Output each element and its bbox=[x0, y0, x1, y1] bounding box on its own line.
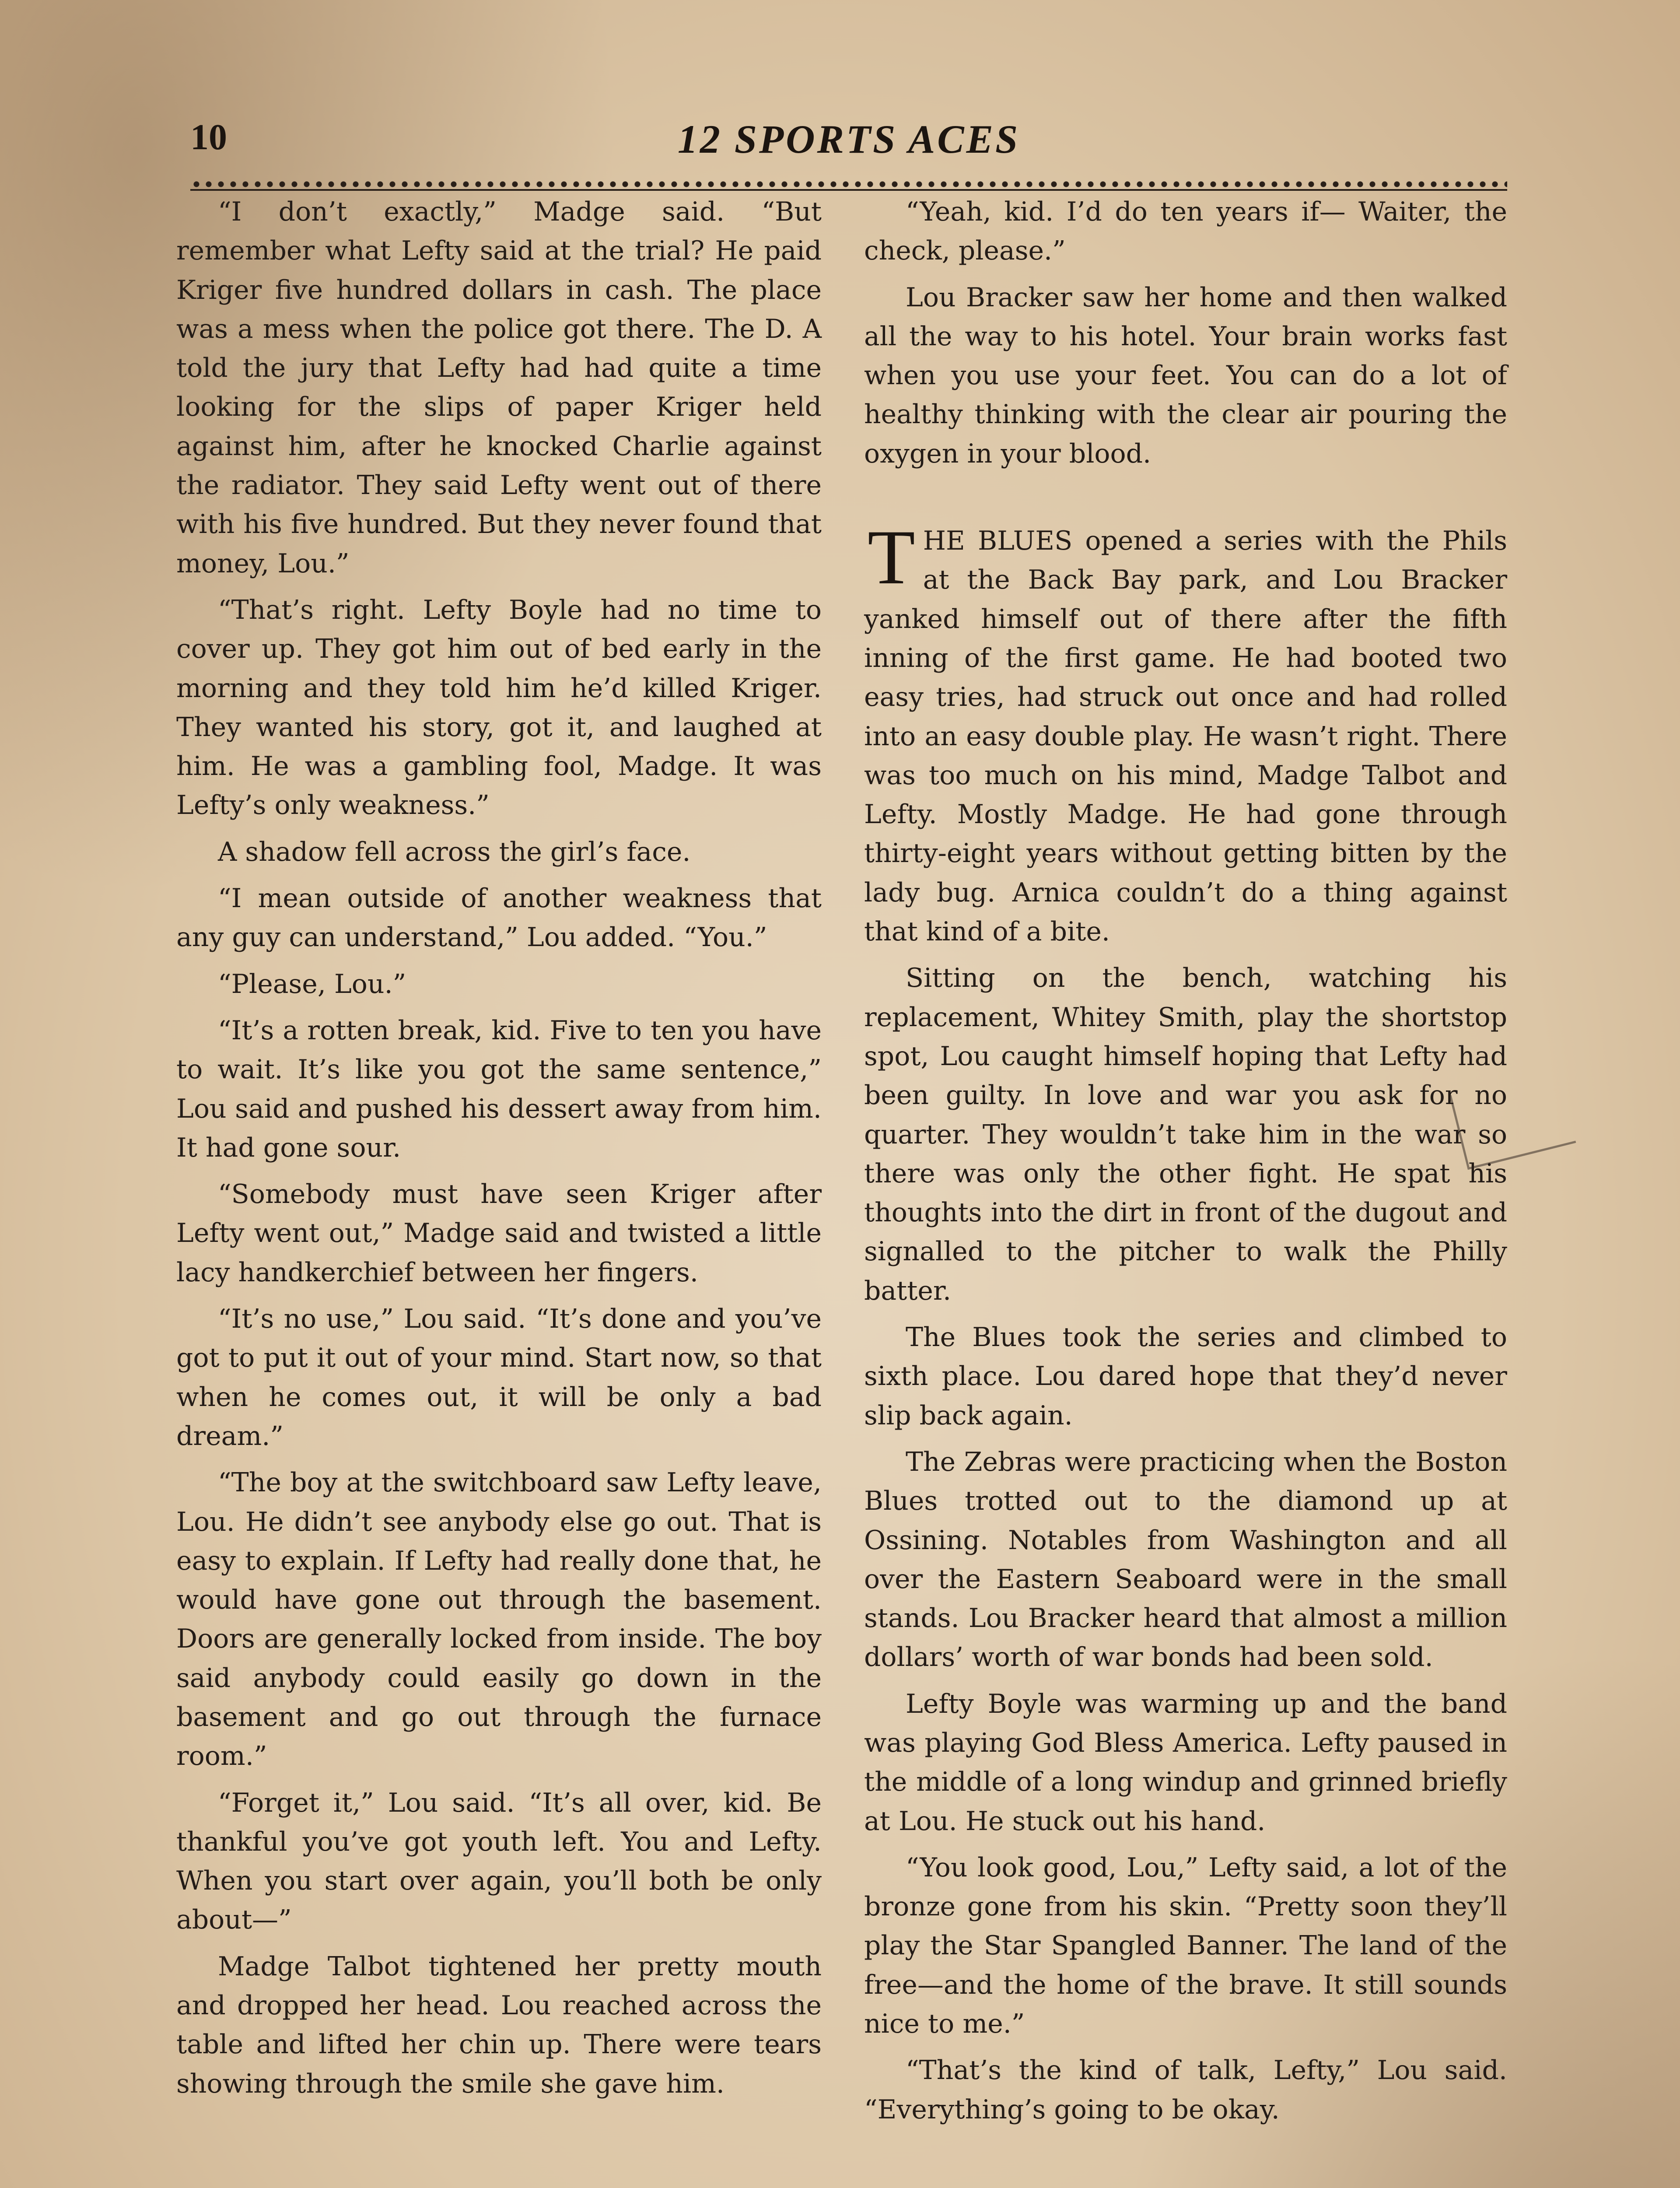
section-opening-paragraph bbox=[864, 514, 1507, 951]
paragraph: Madge Talbot tightened her pretty mouth and dropped her head. Lou reached across the table and lifted her chin up. There were tears showing through the smile she gave him. bbox=[176, 1951, 822, 2099]
paragraph: The Blues took the series and climbed to sixth place. Lou dared hope that they’d never slip back again. bbox=[864, 1322, 1507, 1431]
magazine-title: 12 SPORTS ACES bbox=[677, 117, 1020, 161]
paragraph: “Somebody must have seen Kriger after Lefty went out,” Madge said and twisted a little lacy handkerchief between her fingers. bbox=[176, 1179, 822, 1288]
page-header bbox=[190, 116, 1507, 168]
paragraph: Sitting on the bench, watching his replacement, Whitey Smith, play the shortstop spot, Lou caught himself hoping that Lefty had been guilty. In love and war you ask for no quarter. They wouldn’t take him in the war so there was only the other fight. He spat his thoughts into the dirt in front of the dugout and signalled to the pitcher to walk the Philly batter. bbox=[864, 963, 1507, 1306]
right-column bbox=[864, 193, 1507, 2137]
page-number: 10 bbox=[190, 117, 227, 158]
paragraph: A shadow fell across the girl’s face. bbox=[218, 836, 691, 867]
paragraph: “I don’t exactly,” Madge said. “But remember what Lefty said at the trial? He paid Kriger five hundred dollars in cash. The place was a mess when the police got there. The D. A told the jury that Lefty had had quite a time looking for the slips of paper Kriger held against him, after he knocked Charlie against the radiator. They said Lefty went out of there with his five hundred. But they never found that money, Lou.” bbox=[176, 196, 822, 579]
paragraph: “Please, Lou.” bbox=[218, 968, 406, 999]
paragraph: “That’s right. Lefty Boyle had no time to cover up. They got him out of bed early in the morning and they told him he’d killed Kriger. They wanted his story, got it, and laughed at him. He was a gambling fool, Madge. It was Lefty’s only weakness.” bbox=[176, 594, 822, 821]
drop-cap: T bbox=[868, 514, 915, 601]
paragraph: The Zebras were practicing when the Boston Blues trotted out to the diamond up at Ossining. Notables from Washington and all over the Eastern Seaboard were in the small stands. Lou Bracker heard that almost a million dollars’ worth of war bonds had been sold. bbox=[864, 1446, 1507, 1673]
paragraph: Lefty Boyle was warming up and the band was playing God Bless America. Lefty paused in the middle of a long windup and grinned briefly at Lou. He stuck out his hand. bbox=[864, 1688, 1507, 1837]
paragraph: “You look good, Lou,” Lefty said, a lot of the bronze gone from his skin. “Pretty soon they’ll play the Star Spangled Banner. The land of the free—and the home of the brave. It still sounds nice to me.” bbox=[864, 1852, 1507, 2040]
paragraph: “It’s no use,” Lou said. “It’s done and you’ve got to put it out of your mind. Start now, so that when he comes out, it will be only a bad dream.” bbox=[176, 1304, 822, 1452]
paragraph: “That’s the kind of talk, Lefty,” Lou said. “Everything’s going to be okay. bbox=[864, 2055, 1507, 2125]
ornamental-rule bbox=[190, 179, 1507, 191]
paragraph: “It’s a rotten break, kid. Five to ten you have to wait. It’s like you got the same sentence,” Lou said and pushed his dessert away from him. It had gone sour. bbox=[176, 1015, 822, 1163]
paragraph: “The boy at the switchboard saw Lefty leave, Lou. He didn’t see anybody else go out. That is easy to explain. If Lefty had really done that, he would have gone out through the basement. Doors are generally locked from inside. The boy said anybody could easily go down in the basement and go out through the furnace room.” bbox=[176, 1467, 822, 1772]
paragraph: “I mean outside of another weakness that any guy can understand,” Lou added. “You.” bbox=[176, 883, 822, 953]
paragraph: “Forget it,” Lou said. “It’s all over, kid. Be thankful you’ve got youth left. You and Lefty. When you start over again, you’ll both be only about—” bbox=[176, 1787, 822, 1936]
paragraph: “Yeah, kid. I’d do ten years if— Waiter, the check, please.” bbox=[864, 196, 1507, 266]
left-column bbox=[176, 193, 822, 2111]
paragraph: Lou Bracker saw her home and then walked all the way to his hotel. Your brain works fast when you use your feet. You can do a lot of healthy thinking with the clear air pouring the oxygen in your blood. bbox=[864, 282, 1507, 469]
section-opening-text: HE BLUES opened a series with the Phils at the Back Bay park, and Lou Bracker yanked himself out of there after the fifth inning of the first game. He had booted two easy tries, had struck out once and had rolled into an easy double play. He wasn’t right. There was too much on his mind, Madge Talbot and Lefty. Mostly Madge. He had gone through thirty-eight years without getting bitten by the lady bug. Arnica couldn’t do a thing against that kind of a bite. bbox=[864, 526, 1507, 947]
